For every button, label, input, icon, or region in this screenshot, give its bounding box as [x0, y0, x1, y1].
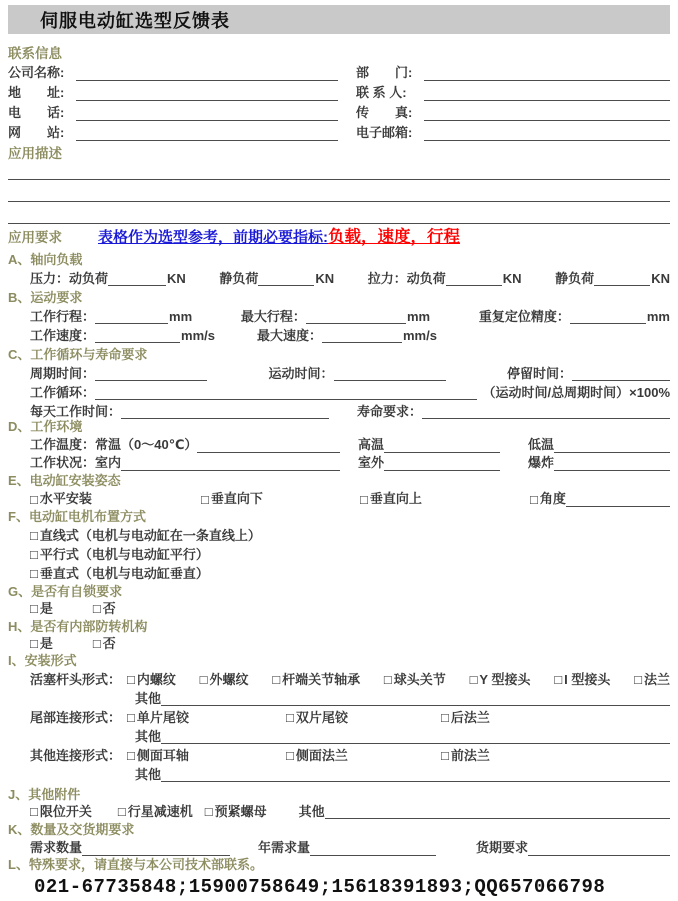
rod-head-row [30, 668, 670, 687]
life-req-label: 寿命要求： [357, 404, 423, 419]
phone-label: 电 话: [8, 105, 65, 120]
work-stroke-field[interactable] [95, 310, 168, 324]
qty-field[interactable] [82, 842, 230, 856]
conn-other-row [135, 763, 670, 782]
app-req-heading-row [8, 230, 670, 250]
rod-head-other-field[interactable] [161, 692, 670, 706]
section-d-heading: D、工作环境 [8, 419, 83, 434]
checkbox-icon: □ [30, 566, 38, 581]
delivery-label: 货期要求 [476, 840, 529, 855]
checkbox-external-thread[interactable] [200, 672, 249, 687]
section-f-row2 [30, 543, 670, 562]
option-label: 水平安装 [39, 491, 92, 506]
option-label: I 型接头 [564, 672, 611, 687]
pressure-dynamic-field[interactable] [108, 272, 166, 286]
website-field[interactable] [76, 127, 338, 141]
checkbox-y-joint[interactable] [470, 672, 531, 687]
option-label: 垂直向下 [210, 491, 263, 506]
mm-unit: mm [646, 309, 670, 324]
low-temp-label: 低温 [528, 437, 555, 452]
section-b-row2 [30, 324, 670, 343]
high-temp-field[interactable] [384, 439, 500, 453]
section-f-row3 [30, 562, 670, 581]
mms-unit: mm/s [181, 328, 215, 343]
option-label: 后法兰 [450, 710, 490, 725]
pressure-static-field[interactable] [258, 272, 314, 286]
section-i-heading: I、安装形式 [8, 653, 77, 668]
other-label: 其他 [135, 729, 162, 744]
kn-unit: KN [502, 271, 522, 286]
other-label: 其他 [135, 767, 162, 782]
checkbox-icon: □ [30, 547, 38, 562]
option-label: 垂直向上 [369, 491, 422, 506]
tension-dynamic-field[interactable] [446, 272, 502, 286]
option-label: 否 [102, 601, 116, 616]
mm-unit: mm [406, 309, 431, 324]
checkbox-preload-nut[interactable] [205, 804, 267, 819]
option-label: 预紧螺母 [214, 804, 267, 819]
app-req-heading: 应用要求 [8, 230, 62, 245]
max-stroke-label: 最大行程： [240, 309, 306, 324]
note-red-text: 负载，速度，行程 [328, 228, 460, 246]
option-label: 角度 [539, 491, 566, 506]
tension-static-label: 静负荷 [555, 271, 595, 286]
checkbox-icon: □ [30, 492, 38, 507]
contact-person-field[interactable] [424, 87, 670, 101]
option-label: 前法兰 [450, 748, 490, 763]
checkbox-inline-type[interactable] [30, 528, 261, 543]
checkbox-icon: □ [286, 748, 294, 763]
checkbox-icon: □ [201, 492, 209, 507]
max-speed-field[interactable] [322, 329, 402, 343]
annual-qty-label: 年需求量 [258, 840, 311, 855]
section-e-row [30, 488, 670, 506]
rod-head-label: 活塞杆头形式： [30, 672, 122, 687]
other-connect-label: 其他连接形式： [30, 748, 122, 763]
section-j-heading: J、其他附件 [8, 787, 81, 802]
option-label: 内螺纹 [136, 672, 176, 687]
address-field[interactable] [76, 87, 338, 101]
option-label: 是 [39, 636, 53, 651]
mm-unit: mm [169, 309, 193, 324]
tension-dynamic-label: 拉力：动负荷 [367, 271, 446, 286]
indoor-label: 工作状况：室内 [30, 455, 122, 470]
checkbox-vertical-up[interactable] [360, 488, 530, 507]
checkbox-angle[interactable] [530, 488, 566, 507]
checkbox-icon: □ [30, 804, 38, 819]
max-stroke-field[interactable] [306, 310, 406, 324]
checkbox-icon: □ [92, 601, 101, 616]
max-speed-label: 最大速度： [256, 328, 322, 343]
address-label: 地 址: [8, 85, 65, 100]
checkbox-icon: □ [127, 672, 135, 687]
checkbox-rod-end-bearing[interactable] [272, 672, 360, 687]
page-title: 伺服电动缸选型反馈表 [40, 10, 230, 31]
company-field[interactable] [76, 67, 338, 81]
cycle-time-label: 周期时间： [30, 366, 96, 381]
indoor-field[interactable] [121, 457, 340, 471]
pressure-static-label: 静负荷 [219, 271, 259, 286]
email-label: 电子邮箱: [356, 125, 413, 140]
option-label: 双片尾铰 [295, 710, 348, 725]
kn-unit: KN [315, 271, 335, 286]
option-label: Y 型接头 [479, 672, 531, 687]
repeat-accuracy-field[interactable] [570, 310, 646, 324]
option-label: 垂直式（电机与电动缸垂直） [39, 566, 209, 581]
checkbox-i-joint[interactable] [554, 672, 610, 687]
checkbox-icon: □ [199, 672, 208, 687]
option-label: 直线式（电机与电动缸在一条直线上） [39, 528, 261, 543]
section-j-row [30, 802, 670, 819]
option-label: 否 [102, 636, 116, 651]
cycle-time-field[interactable] [95, 367, 207, 381]
motion-time-field[interactable] [334, 367, 446, 381]
outdoor-label: 室外 [358, 455, 385, 470]
section-l-heading: L、特殊要求，请直接与本公司技术部联系。 [8, 857, 263, 872]
dept-label: 部 门: [356, 65, 413, 80]
fax-label: 传 真: [356, 105, 413, 120]
description-blank-line[interactable] [8, 223, 670, 224]
section-h-heading: H、是否有内部防转机构 [8, 619, 148, 634]
option-label: 单片尾铰 [136, 710, 189, 725]
work-temp-label: 工作温度：常温（0～40℃） [30, 437, 198, 452]
explosion-field[interactable] [554, 457, 670, 471]
tail-connect-label: 尾部连接形式： [30, 710, 122, 725]
work-speed-label: 工作速度： [30, 328, 96, 343]
checkbox-planetary-gearbox[interactable] [118, 804, 193, 819]
checkbox-flange[interactable] [634, 672, 670, 687]
work-temp-field[interactable] [197, 439, 340, 453]
section-c-row1 [30, 362, 670, 381]
tail-connect-row [30, 706, 670, 725]
work-stroke-label: 工作行程： [30, 309, 96, 324]
section-b-row1 [30, 305, 670, 324]
work-speed-field[interactable] [95, 329, 180, 343]
section-f-heading: F、电动缸电机布置方式 [8, 509, 146, 524]
motion-time-label: 运动时间： [268, 366, 334, 381]
option-label: 法兰 [643, 672, 670, 687]
outdoor-field[interactable] [384, 457, 500, 471]
annual-qty-field[interactable] [310, 842, 436, 856]
checkbox-selflock-no[interactable] [93, 601, 116, 616]
option-label: 侧面法兰 [295, 748, 348, 763]
duty-cycle-note: （运动时间/总周期时间）×100% [482, 385, 670, 400]
checkbox-internal-thread[interactable] [127, 672, 176, 687]
email-field[interactable] [424, 127, 670, 141]
checkbox-icon: □ [383, 672, 392, 687]
note-blue-text: 表格作为选型参考，前期必要指标: [98, 229, 328, 246]
angle-field[interactable] [566, 493, 670, 507]
section-c-row2 [30, 381, 670, 400]
tail-other-field[interactable] [161, 730, 670, 744]
duty-cycle-label: 工作循环： [30, 385, 96, 400]
section-c-row3 [30, 400, 670, 419]
checkbox-icon: □ [441, 748, 449, 763]
conn-other-field[interactable] [161, 768, 670, 782]
website-label: 网 站: [8, 125, 65, 140]
checkbox-limit-switch[interactable] [30, 804, 92, 819]
checkbox-icon: □ [127, 710, 135, 725]
checkbox-icon: □ [530, 492, 538, 507]
checkbox-ball-joint[interactable] [384, 672, 446, 687]
checkbox-parallel-type[interactable] [30, 547, 209, 562]
description-blank-line[interactable] [8, 179, 670, 180]
checkbox-icon: □ [469, 672, 478, 687]
checkbox-icon: □ [117, 804, 126, 819]
section-d-row2 [30, 452, 670, 470]
app-desc-heading: 应用描述 [8, 146, 62, 161]
contact-heading: 联系信息 [8, 46, 62, 61]
checkbox-icon: □ [441, 710, 449, 725]
section-k-row [30, 837, 670, 854]
option-label: 杆端关节轴承 [282, 672, 361, 687]
duty-cycle-field[interactable] [95, 386, 477, 400]
option-label: 限位开关 [39, 804, 92, 819]
section-k-heading: K、数量及交货期要求 [8, 822, 135, 837]
checkbox-antirotation-yes[interactable] [30, 636, 53, 651]
low-temp-field[interactable] [554, 439, 670, 453]
accessories-other-field[interactable] [325, 805, 670, 819]
repeat-accuracy-label: 重复定位精度： [478, 309, 570, 324]
high-temp-label: 高温 [358, 437, 385, 452]
checkbox-horizontal-mount[interactable] [30, 488, 201, 507]
option-label: 外螺纹 [209, 672, 249, 687]
checkbox-icon: □ [634, 672, 642, 687]
section-b-heading: B、运动要求 [8, 290, 83, 305]
phone-field[interactable] [76, 107, 338, 121]
contact-row [8, 101, 670, 121]
kn-unit: KN [651, 271, 670, 286]
fax-field[interactable] [424, 107, 670, 121]
section-d-row1 [30, 434, 670, 452]
checkbox-icon: □ [30, 601, 38, 616]
mms-unit: mm/s [403, 328, 437, 343]
section-h-row [30, 634, 670, 651]
delivery-field[interactable] [528, 842, 670, 856]
checkbox-vertical-down[interactable] [201, 488, 360, 507]
contact-person-label: 联 系 人: [356, 85, 407, 100]
checkbox-single-clevis[interactable] [127, 710, 286, 725]
daily-hours-label: 每天工作时间： [30, 404, 122, 419]
tension-static-field[interactable] [594, 272, 650, 286]
section-a-row [30, 267, 670, 286]
option-label: 平行式（电机与电动缸平行） [39, 547, 209, 562]
contact-phone-line: 021-67735848;15900758649;15618391893;QQ657066798 [34, 876, 606, 898]
tail-other-row [135, 725, 670, 744]
explosion-label: 爆炸 [528, 455, 555, 470]
kn-unit: KN [167, 271, 186, 286]
option-label: 球头关节 [393, 672, 446, 687]
contact-row [8, 81, 670, 101]
checkbox-icon: □ [272, 672, 281, 687]
other-label: 其他 [135, 691, 162, 706]
form-page [0, 5, 678, 898]
checkbox-double-clevis[interactable] [286, 710, 441, 725]
checkbox-antirotation-no[interactable] [93, 636, 116, 651]
section-g-heading: G、是否有自锁要求 [8, 584, 123, 599]
life-req-field[interactable] [422, 405, 670, 419]
other-label: 其他 [298, 804, 325, 819]
checkbox-front-flange[interactable] [441, 748, 670, 763]
section-g-row [30, 599, 670, 616]
section-c-heading: C、工作循环与寿命要求 [8, 347, 148, 362]
checkbox-icon: □ [286, 710, 294, 725]
option-label: 是 [39, 601, 53, 616]
other-connect-row [30, 744, 670, 763]
contact-row [8, 121, 670, 141]
checkbox-icon: □ [30, 528, 38, 543]
description-blank-line[interactable] [8, 201, 670, 202]
checkbox-rear-flange[interactable] [441, 710, 670, 725]
section-e-heading: E、电动缸安装姿态 [8, 473, 121, 488]
dwell-time-field[interactable] [572, 367, 670, 381]
checkbox-side-flange[interactable] [286, 748, 441, 763]
checkbox-side-trunnion[interactable] [127, 748, 286, 763]
section-a-heading: A、轴向负载 [8, 252, 83, 267]
checkbox-icon: □ [30, 636, 38, 651]
dept-field[interactable] [424, 67, 670, 81]
title-bar [8, 5, 670, 34]
contact-row [8, 61, 670, 81]
checkbox-icon: □ [554, 672, 563, 687]
checkbox-selflock-yes[interactable] [30, 601, 53, 616]
section-f-row1 [30, 524, 670, 543]
daily-hours-field[interactable] [121, 405, 329, 419]
checkbox-icon: □ [92, 636, 101, 651]
checkbox-icon: □ [204, 804, 213, 819]
option-label: 侧面耳轴 [136, 748, 189, 763]
company-label: 公司名称: [8, 65, 65, 80]
dwell-time-label: 停留时间： [506, 366, 572, 381]
option-label: 行星减速机 [127, 804, 193, 819]
qty-label: 需求数量 [30, 840, 83, 855]
rod-head-other-row [135, 687, 670, 706]
checkbox-icon: □ [360, 492, 368, 507]
checkbox-icon: □ [127, 748, 135, 763]
pressure-dynamic-label: 压力：动负荷 [30, 271, 109, 286]
checkbox-perpendicular-type[interactable] [30, 566, 209, 581]
